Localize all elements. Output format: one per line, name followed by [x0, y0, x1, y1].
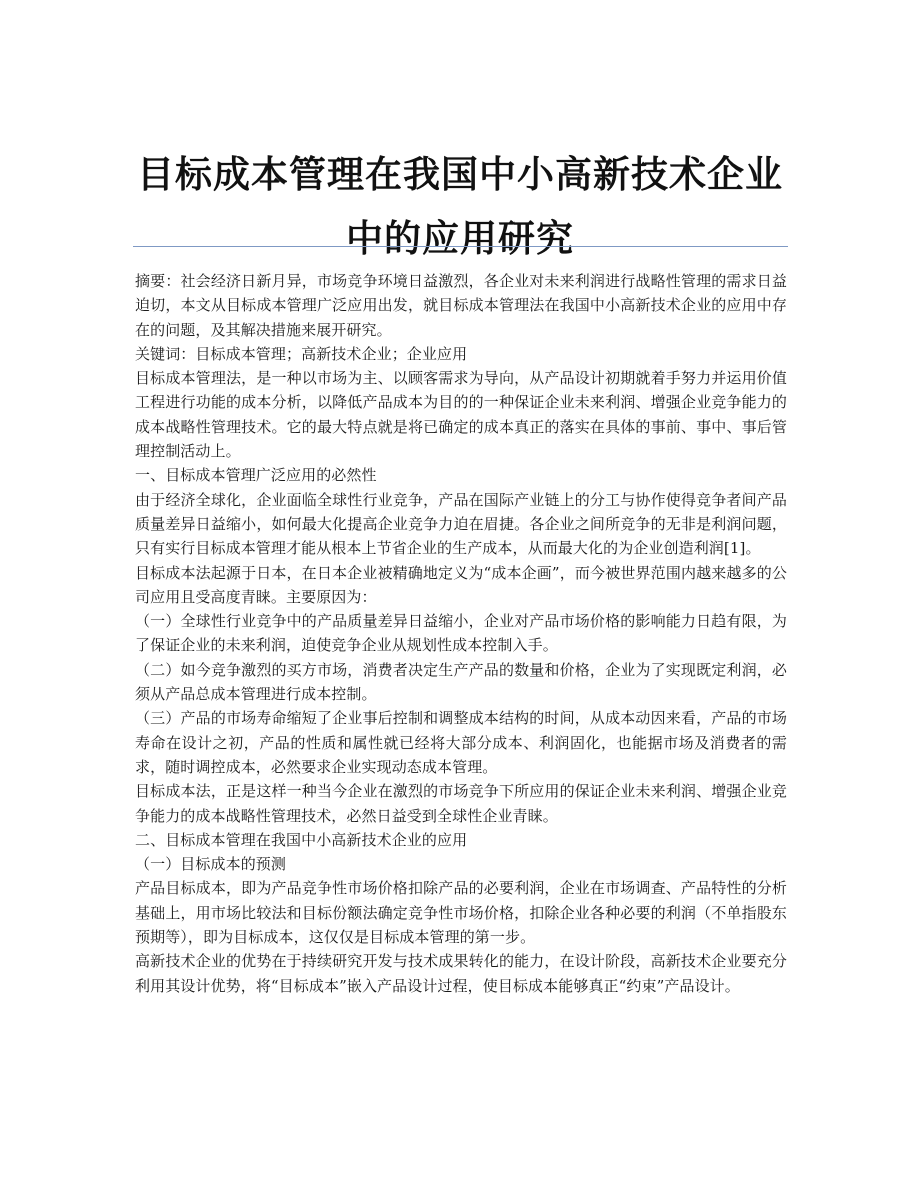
section-heading: 一、目标成本管理广泛应用的必然性	[135, 466, 377, 485]
body-paragraph: 目标成本管理法，是一种以市场为主、以顾客需求为导向，从产品设计初期就着手努力并运用价值工程进行功能的成本分析，以降低产品成本为目的的一种保证企业未来利润、增强企业竞争能力的成本战略性管理技术。它的最大特点就是将已确定的成本真正的落实在具体的事前、事中、事后管理控制活动上。	[135, 369, 787, 461]
body-paragraph: 由于经济全球化，企业面临全球性行业竞争，产品在国际产业链上的分工与协作使得竞争者间产品质量差异日益缩小，如何最大化提高企业竞争力迫在眉捷。各企业之间所竞争的无非是利润问题，只有实行目标成本管理才能从根本上节省企业的生产成本，从而最大化的为企业创造利润[1]。	[135, 490, 787, 558]
body-paragraph: 产品目标成本，即为产品竞争性市场价格扣除产品的必要利润，企业在市场调查、产品特性的分析基础上，用市场比较法和目标份额法确定竞争性市场价格，扣除企业各种必要的利润（不单指股东预期等），即为目标成本，这仅仅是目标成本管理的第一步。	[135, 879, 787, 947]
keywords-line: 关键词：目标成本管理；高新技术企业；企业应用	[135, 344, 468, 363]
abstract-paragraph: 摘要：社会经济日新月异，市场竞争环境日益激烈，各企业对未来利润进行战略性管理的需求日益迫切，本文从目标成本管理广泛应用出发，就目标成本管理法在我国中小高新技术企业的应用中存在的问题，及其解决措施来展开研究。	[135, 272, 787, 339]
body-paragraph: 目标成本法，正是这样一种当今企业在激烈的市场竞争下所应用的保证企业未来利润、增强企业竞争能力的成本战略性管理技术，必然日益受到全球性企业青睐。	[135, 782, 787, 825]
section-heading: 二、目标成本管理在我国中小高新技术企业的应用	[135, 830, 468, 849]
title-divider	[133, 246, 788, 247]
subsection-heading: （一）目标成本的预测	[135, 855, 287, 874]
list-item: （三）产品的市场寿命缩短了企业事后控制和调整成本结构的时间，从成本动因来看，产品的市场寿命在设计之初，产品的性质和属性就已经将大部分成本、利润固化，也能据市场及消费者的需求，随时调控成本，必然要求企业实现动态成本管理。	[135, 709, 787, 776]
body-paragraph: 高新技术企业的优势在于持续研究开发与技术成果转化的能力，在设计阶段，高新技术企业要充分利用其设计优势，将“目标成本”嵌入产品设计过程，使目标成本能够真正“约束”产品设计。	[135, 952, 787, 995]
document-body	[135, 269, 787, 998]
list-item: （二）如今竞争激烈的买方市场，消费者决定生产产品的数量和价格，企业为了实现既定利润，必须从产品总成本管理进行成本控制。	[135, 660, 787, 704]
list-item: （一）全球性行业竞争中的产品质量差异日益缩小，企业对产品市场价格的影响能力日趋有限，为了保证企业的未来利润，迫使竞争企业从规划性成本控制入手。	[135, 612, 787, 655]
document-title: 目标成本管理在我国中小高新技术企业中的应用研究	[137, 152, 783, 260]
body-paragraph: 目标成本法起源于日本，在日本企业被精确地定义为“成本企画”，而今被世界范围内越来越多的公司应用且受高度青睐。主要原因为：	[135, 563, 787, 606]
